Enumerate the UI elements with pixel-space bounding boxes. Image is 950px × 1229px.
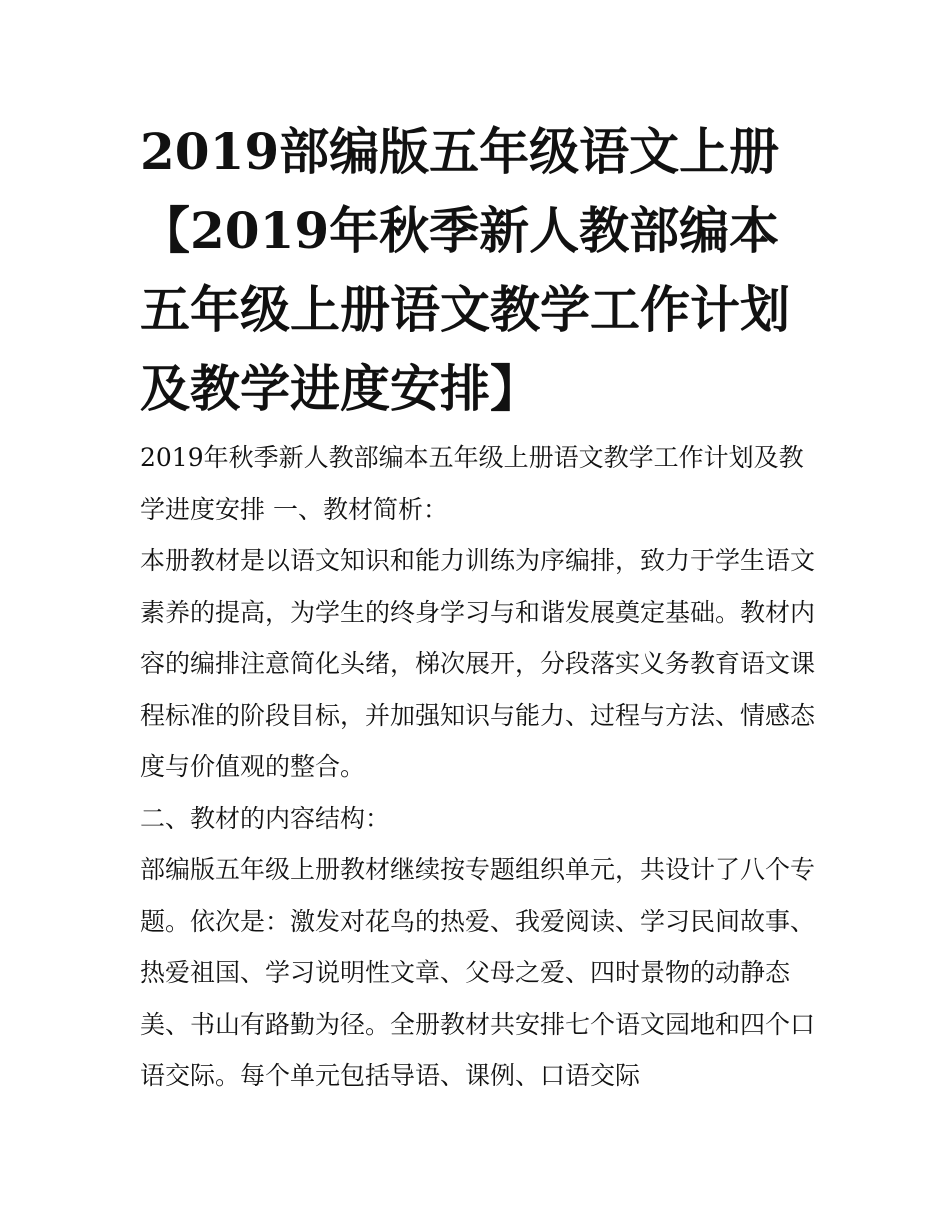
paragraph-intro: 2019年秋季新人教部编本五年级上册语文教学工作计划及教学进度安排 一、教材简析： bbox=[140, 443, 804, 524]
document-title: 2019部编版五年级语文上册【2019年秋季新人教部编本五年级上册语文教学工作计划及教学进度安排】 bbox=[140, 122, 790, 418]
section-heading-content-structure: 二、教材的内容结构： bbox=[140, 803, 391, 833]
paragraph-content-structure: 部编版五年级上册教材继续按专题组织单元，共设计了八个专题。依次是：激发对花鸟的热爱、我爱阅读、学习民间故事、热爱祖国、学习说明性文章、父母之爱、四时景物的动静态美、书山有路勤为径。全册教材共安排七个语文园地和四个口语交际。每个单元包括导语、课例、口语交际 bbox=[140, 855, 816, 1090]
paragraph-textbook-analysis: 本册教材是以语文知识和能力训练为序编排，致力于学生语文素养的提高，为学生的终身学习与和谐发展奠定基础。教材内容的编排注意简化头绪，梯次展开，分段落实义务教育语文课程标准的阶段目标，并加强知识与能力、过程与方法、情感态度与价值观的整合。 bbox=[140, 546, 816, 781]
document-body bbox=[140, 432, 820, 1102]
